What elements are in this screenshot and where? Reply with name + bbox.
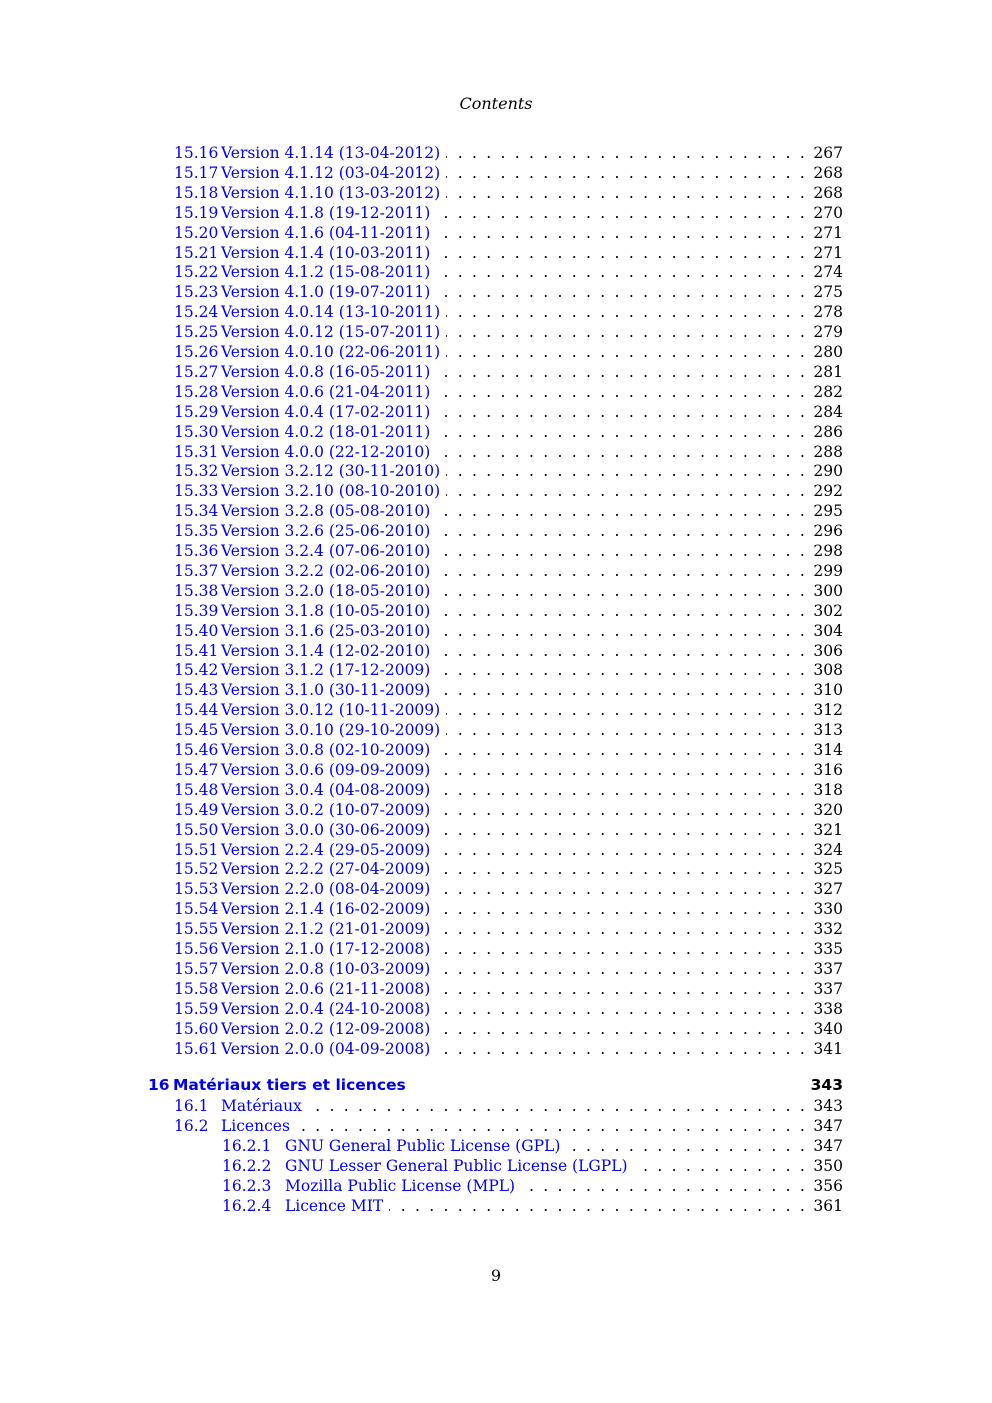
toc-entry-number: 15.44 [174, 701, 219, 719]
toc-entry-number: 15.35 [174, 522, 219, 540]
toc-entry-number: 15.52 [174, 860, 219, 878]
toc-entry-page-number: 279 [813, 323, 843, 341]
toc-entry[interactable] [174, 800, 843, 820]
toc-entry-title: Version 4.1.6 (04-11-2011) [221, 224, 431, 242]
toc-entry-number: 15.54 [174, 900, 219, 918]
chapter-title: Matériaux tiers et licences [173, 1076, 406, 1094]
toc-entry-page-number: 337 [813, 960, 843, 978]
toc-entry-title: Version 4.1.0 (19-07-2011) [221, 283, 431, 301]
chapter-page-number: 343 [810, 1076, 843, 1094]
toc-entry-title: Version 4.1.8 (19-12-2011) [221, 204, 431, 222]
toc-entry-page-number: 350 [813, 1157, 843, 1175]
toc-entry-title: Version 2.1.0 (17-12-2008) [221, 940, 431, 958]
toc-entry[interactable] [174, 183, 843, 203]
dot-leader [296, 1116, 807, 1136]
dot-leader [436, 262, 807, 282]
toc-entry[interactable] [174, 322, 843, 342]
dot-leader [389, 1196, 807, 1216]
dot-leader [436, 641, 807, 661]
toc-entry-title: Version 4.0.10 (22-06-2011) [221, 343, 441, 361]
toc-entry-number: 15.47 [174, 761, 219, 779]
toc-entry-title: Version 2.0.8 (10-03-2009) [221, 960, 431, 978]
toc-entry-page-number: 361 [813, 1197, 843, 1215]
toc-entry-number: 15.20 [174, 224, 219, 242]
dot-leader [521, 1176, 807, 1196]
toc-entry-title: Version 3.0.8 (02-10-2009) [221, 741, 431, 759]
toc-entry[interactable] [174, 700, 843, 720]
toc-entry[interactable] [174, 382, 843, 402]
toc-entry[interactable] [174, 561, 843, 581]
toc-entry-page-number: 280 [813, 343, 843, 361]
toc-entry-page-number: 267 [813, 144, 843, 162]
dot-leader [308, 1096, 807, 1116]
toc-entry[interactable] [174, 143, 843, 163]
toc-entry-number: 16.1 [174, 1097, 209, 1115]
dot-leader [436, 362, 807, 382]
toc-entry-page-number: 274 [813, 263, 843, 281]
toc-entry-number: 15.34 [174, 502, 219, 520]
toc-entry-number: 16.2.4 [222, 1197, 272, 1215]
toc-entry-number: 15.55 [174, 920, 219, 938]
dot-leader [446, 183, 807, 203]
toc-entry[interactable] [174, 899, 843, 919]
toc-entry-page-number: 302 [813, 602, 843, 620]
dot-leader [436, 601, 807, 621]
toc-entry-title: Version 3.0.0 (30-06-2009) [221, 821, 431, 839]
toc-entry-title: GNU General Public License (GPL) [285, 1137, 561, 1155]
toc-entry-number: 15.30 [174, 423, 219, 441]
dot-leader [436, 442, 807, 462]
toc-entry[interactable] [174, 402, 843, 422]
toc-entry-number: 15.36 [174, 542, 219, 560]
toc-entry-title: Version 2.1.4 (16-02-2009) [221, 900, 431, 918]
toc-entry-title: Version 3.0.6 (09-09-2009) [221, 761, 431, 779]
toc-entry-page-number: 271 [813, 224, 843, 242]
toc-entry[interactable] [174, 641, 843, 661]
toc-entry-page-number: 332 [813, 920, 843, 938]
toc-entry-page-number: 268 [813, 184, 843, 202]
toc-entry-page-number: 324 [813, 841, 843, 859]
toc-entry-title: Version 3.1.8 (10-05-2010) [221, 602, 431, 620]
toc-entry-number: 15.37 [174, 562, 219, 580]
dot-leader [446, 481, 807, 501]
toc-entry-page-number: 270 [813, 204, 843, 222]
toc-entry[interactable] [174, 581, 843, 601]
dot-leader [436, 621, 807, 641]
toc-entry[interactable] [174, 959, 843, 979]
toc-entry-number: 15.42 [174, 661, 219, 679]
toc-entry-page-number: 308 [813, 661, 843, 679]
toc-entry-number: 15.59 [174, 1000, 219, 1018]
toc-entry-page-number: 314 [813, 741, 843, 759]
toc-entry-title: Version 2.0.0 (04-09-2008) [221, 1040, 431, 1058]
running-header: Contents [459, 94, 533, 113]
dot-leader [436, 740, 807, 760]
toc-entry-title: Version 2.2.2 (27-04-2009) [221, 860, 431, 878]
toc-entry-title: Version 3.2.0 (18-05-2010) [221, 582, 431, 600]
toc-entry[interactable] [174, 163, 843, 183]
toc-entry-page-number: 271 [813, 244, 843, 262]
toc-entry-number: 16.2.2 [222, 1157, 272, 1175]
dot-leader [436, 1039, 807, 1059]
dot-leader [446, 143, 807, 163]
toc-entry[interactable] [174, 780, 843, 800]
toc-entry-number: 15.50 [174, 821, 219, 839]
toc-entry[interactable] [174, 601, 843, 621]
toc-entry-title: Version 4.0.8 (16-05-2011) [221, 363, 431, 381]
toc-entry-number: 15.16 [174, 144, 219, 162]
toc-entry-number: 15.48 [174, 781, 219, 799]
dot-leader [446, 163, 807, 183]
toc-entry[interactable] [174, 1039, 843, 1059]
toc-entry-page-number: 330 [813, 900, 843, 918]
toc-entry[interactable] [174, 859, 843, 879]
toc-entry-number: 15.60 [174, 1020, 219, 1038]
toc-entry[interactable] [174, 760, 843, 780]
dot-leader [436, 800, 807, 820]
toc-entry-page-number: 341 [813, 1040, 843, 1058]
toc-entry-number: 15.40 [174, 622, 219, 640]
toc-entry-number: 15.18 [174, 184, 219, 202]
toc-entry-title: Version 2.0.4 (24-10-2008) [221, 1000, 431, 1018]
toc-entry-title: Version 4.0.12 (15-07-2011) [221, 323, 441, 341]
toc-entry[interactable] [174, 939, 843, 959]
toc-entry-title: Version 3.0.10 (29-10-2009) [221, 721, 441, 739]
toc-entry-page-number: 340 [813, 1020, 843, 1038]
dot-leader [436, 282, 807, 302]
toc-entry-title: Version 3.0.2 (10-07-2009) [221, 801, 431, 819]
toc-entry-page-number: 347 [813, 1137, 843, 1155]
toc-entry-title: Version 3.2.12 (30-11-2010) [221, 462, 441, 480]
toc-entry-number: 15.43 [174, 681, 219, 699]
toc-entry-number: 15.61 [174, 1040, 219, 1058]
dot-leader [436, 382, 807, 402]
dot-leader [436, 780, 807, 800]
toc-entry-title: Version 3.2.2 (02-06-2010) [221, 562, 431, 580]
toc-entry-number: 16.2 [174, 1117, 209, 1135]
toc-entry-title: Version 4.0.0 (22-12-2010) [221, 443, 431, 461]
dot-leader [446, 720, 807, 740]
toc-entry-title: Version 4.1.4 (10-03-2011) [221, 244, 431, 262]
toc-entry-number: 15.51 [174, 841, 219, 859]
toc-entry[interactable] [174, 919, 843, 939]
toc-entry-page-number: 325 [813, 860, 843, 878]
toc-entry-page-number: 286 [813, 423, 843, 441]
toc-entry-number: 15.56 [174, 940, 219, 958]
toc-entry[interactable] [174, 879, 843, 899]
toc-entry-number: 15.41 [174, 642, 219, 660]
toc-entry[interactable] [174, 481, 843, 501]
dot-leader [436, 760, 807, 780]
toc-entry-title: Licences [221, 1117, 290, 1135]
toc-entry-number: 15.25 [174, 323, 219, 341]
toc-entry-title: Licence MIT [285, 1197, 384, 1215]
toc-entry-title: Version 2.0.6 (21-11-2008) [221, 980, 431, 998]
toc-entry-page-number: 295 [813, 502, 843, 520]
dot-leader [436, 501, 807, 521]
toc-entry-title: Version 4.0.4 (17-02-2011) [221, 403, 431, 421]
dot-leader [436, 581, 807, 601]
toc-entry-page-number: 299 [813, 562, 843, 580]
toc-entry[interactable] [174, 342, 843, 362]
toc-entry-number: 15.32 [174, 462, 219, 480]
toc-entry-title: Version 4.1.14 (13-04-2012) [221, 144, 441, 162]
toc-entry-page-number: 268 [813, 164, 843, 182]
toc-entry-page-number: 290 [813, 462, 843, 480]
toc-entry[interactable] [174, 521, 843, 541]
toc-entry[interactable] [174, 999, 843, 1019]
dot-leader [436, 1019, 807, 1039]
toc-entry-title: Version 3.1.2 (17-12-2009) [221, 661, 431, 679]
toc-entry-number: 15.39 [174, 602, 219, 620]
toc-entry[interactable] [174, 541, 843, 561]
toc-entry[interactable] [174, 422, 843, 442]
dot-leader [436, 561, 807, 581]
toc-entry-page-number: 316 [813, 761, 843, 779]
toc-entry-title: Version 2.2.4 (29-05-2009) [221, 841, 431, 859]
toc-entry-page-number: 335 [813, 940, 843, 958]
toc-entry-title: Version 4.1.12 (03-04-2012) [221, 164, 441, 182]
toc-entry[interactable] [174, 243, 843, 263]
dot-leader [436, 243, 807, 263]
dot-leader [446, 700, 807, 720]
dot-leader [436, 680, 807, 700]
dot-leader [436, 521, 807, 541]
toc-entry[interactable] [174, 442, 843, 462]
toc-entry-number: 15.19 [174, 204, 219, 222]
toc-entry-number: 15.29 [174, 403, 219, 421]
toc-entry-page-number: 327 [813, 880, 843, 898]
dot-leader [634, 1156, 807, 1176]
toc-entry-number: 15.45 [174, 721, 219, 739]
dot-leader [436, 999, 807, 1019]
toc-entry-title: GNU Lesser General Public License (LGPL) [285, 1157, 628, 1175]
toc-entry-page-number: 275 [813, 283, 843, 301]
toc-entry-title: Version 3.2.4 (07-06-2010) [221, 542, 431, 560]
toc-entry-page-number: 312 [813, 701, 843, 719]
toc-entry[interactable] [174, 621, 843, 641]
toc-entry[interactable] [174, 979, 843, 999]
dot-leader [436, 203, 807, 223]
toc-entry-title: Version 4.0.14 (13-10-2011) [221, 303, 441, 321]
dot-leader [436, 939, 807, 959]
toc-entry-number: 15.27 [174, 363, 219, 381]
dot-leader [436, 820, 807, 840]
toc-entry-page-number: 281 [813, 363, 843, 381]
toc-entry[interactable] [174, 282, 843, 302]
toc-entry-number: 15.26 [174, 343, 219, 361]
toc-entry-title: Version 3.2.8 (05-08-2010) [221, 502, 431, 520]
toc-chapter-16[interactable] [148, 1075, 843, 1095]
toc-entry-page-number: 296 [813, 522, 843, 540]
toc-entry-number: 15.46 [174, 741, 219, 759]
dot-leader [436, 879, 807, 899]
toc-entry-page-number: 292 [813, 482, 843, 500]
toc-entry-page-number: 298 [813, 542, 843, 560]
toc-entry[interactable] [222, 1176, 843, 1196]
toc-entry[interactable] [174, 223, 843, 243]
toc-entry-number: 15.38 [174, 582, 219, 600]
dot-leader [446, 461, 807, 481]
toc-entry-number: 15.21 [174, 244, 219, 262]
toc-entry-page-number: 284 [813, 403, 843, 421]
toc-entry-title: Version 3.0.4 (04-08-2009) [221, 781, 431, 799]
toc-entry-page-number: 313 [813, 721, 843, 739]
dot-leader [446, 342, 807, 362]
dot-leader [446, 302, 807, 322]
toc-entry[interactable] [174, 461, 843, 481]
toc-entry-title: Version 4.0.6 (21-04-2011) [221, 383, 431, 401]
toc-entry[interactable] [174, 362, 843, 382]
toc-entry[interactable] [174, 660, 843, 680]
toc-entry-page-number: 356 [813, 1177, 843, 1195]
dot-leader [436, 979, 807, 999]
toc-entry-page-number: 338 [813, 1000, 843, 1018]
toc-entry-title: Version 4.1.2 (15-08-2011) [221, 263, 431, 281]
dot-leader [446, 322, 807, 342]
dot-leader [436, 422, 807, 442]
dot-leader [436, 402, 807, 422]
toc-entry-title: Version 3.1.0 (30-11-2009) [221, 681, 431, 699]
toc-entry[interactable] [174, 840, 843, 860]
toc-entry[interactable] [174, 501, 843, 521]
toc-entry-number: 16.2.1 [222, 1137, 272, 1155]
toc-entry-page-number: 318 [813, 781, 843, 799]
dot-leader [436, 223, 807, 243]
toc-entry[interactable] [174, 203, 843, 223]
toc-entry-number: 15.22 [174, 263, 219, 281]
toc-entry[interactable] [174, 820, 843, 840]
toc-entry[interactable] [174, 720, 843, 740]
toc-entry-title: Version 3.2.10 (08-10-2010) [221, 482, 441, 500]
toc-entry-number: 15.24 [174, 303, 219, 321]
toc-entry-number: 15.53 [174, 880, 219, 898]
toc-entry-number: 15.17 [174, 164, 219, 182]
toc-entry-number: 15.49 [174, 801, 219, 819]
toc-entry-title: Version 2.0.2 (12-09-2008) [221, 1020, 431, 1038]
toc-entry-title: Version 3.2.6 (25-06-2010) [221, 522, 431, 540]
toc-entry-page-number: 304 [813, 622, 843, 640]
toc-entry-page-number: 347 [813, 1117, 843, 1135]
toc-entry[interactable] [174, 680, 843, 700]
toc-entry[interactable] [174, 1116, 843, 1136]
toc-entry[interactable] [174, 302, 843, 322]
toc-entry[interactable] [174, 1019, 843, 1039]
dot-leader [436, 859, 807, 879]
dot-leader [436, 660, 807, 680]
toc-entry-page-number: 337 [813, 980, 843, 998]
page-number: 9 [490, 1266, 502, 1285]
toc-entry[interactable] [222, 1196, 843, 1216]
toc-entry-number: 15.28 [174, 383, 219, 401]
toc-entry-title: Mozilla Public License (MPL) [285, 1177, 516, 1195]
toc-entry-page-number: 278 [813, 303, 843, 321]
toc-entry-number: 15.58 [174, 980, 219, 998]
toc-entry-title: Matériaux [221, 1097, 302, 1115]
toc-entry-title: Version 4.0.2 (18-01-2011) [221, 423, 431, 441]
toc-entry-title: Version 3.1.4 (12-02-2010) [221, 642, 431, 660]
toc-entry-title: Version 4.1.10 (13-03-2012) [221, 184, 441, 202]
chapter-number: 16 [148, 1076, 170, 1094]
toc-entry[interactable] [222, 1136, 843, 1156]
toc-entry-number: 16.2.3 [222, 1177, 272, 1195]
toc-entry-title: Version 2.2.0 (08-04-2009) [221, 880, 431, 898]
dot-leader [436, 541, 807, 561]
toc-entry-page-number: 310 [813, 681, 843, 699]
toc-entry-number: 15.33 [174, 482, 219, 500]
toc-entry-number: 15.31 [174, 443, 219, 461]
toc-entry[interactable] [222, 1156, 843, 1176]
toc-entry-page-number: 300 [813, 582, 843, 600]
dot-leader [436, 899, 807, 919]
toc-entry-page-number: 321 [813, 821, 843, 839]
dot-leader [566, 1136, 807, 1156]
dot-leader [436, 919, 807, 939]
toc-entry[interactable] [174, 740, 843, 760]
toc-entry-title: Version 3.0.12 (10-11-2009) [221, 701, 441, 719]
dot-leader [436, 840, 807, 860]
dot-leader [436, 959, 807, 979]
toc-entry[interactable] [174, 262, 843, 282]
toc-entry-page-number: 288 [813, 443, 843, 461]
toc-entry-number: 15.57 [174, 960, 219, 978]
toc-entry-page-number: 306 [813, 642, 843, 660]
toc-entry[interactable] [174, 1096, 843, 1116]
toc-entry-title: Version 2.1.2 (21-01-2009) [221, 920, 431, 938]
toc-entry-page-number: 343 [813, 1097, 843, 1115]
toc-entry-page-number: 320 [813, 801, 843, 819]
toc-entry-number: 15.23 [174, 283, 219, 301]
toc-entry-page-number: 282 [813, 383, 843, 401]
toc-entry-title: Version 3.1.6 (25-03-2010) [221, 622, 431, 640]
